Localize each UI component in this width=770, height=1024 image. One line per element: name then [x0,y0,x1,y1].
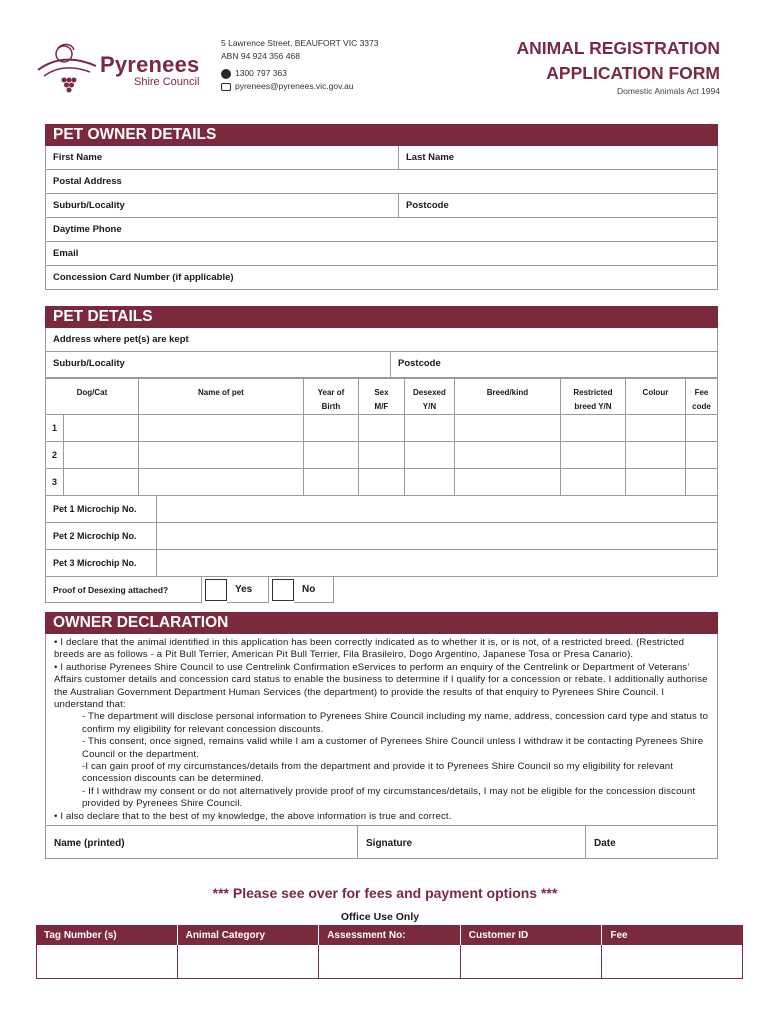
form-title-line2: APPLICATION FORM [546,63,720,83]
col-dogcat: Dog/Cat [46,379,139,415]
postal-address-field[interactable]: Postal Address [53,176,122,187]
col-customer-id: Customer ID [461,925,603,945]
name-cell[interactable] [138,469,303,496]
desexed-cell[interactable] [404,469,454,496]
fee-cell[interactable] [685,469,717,496]
desexing-row [45,577,718,603]
chip1-label: Pet 1 Microchip No. [46,496,157,522]
desexing-yes-label: Yes [227,577,269,603]
form-title [516,36,720,86]
last-name-field[interactable]: Last Name [406,152,455,163]
name-cell[interactable] [138,442,303,469]
act-reference: Domestic Animals Act 1994 [617,86,720,96]
declaration-true: • I also declare that to the best of my knowledge, the above information is true and correct. [54,810,452,822]
year-cell[interactable] [303,442,358,469]
dogcat-cell[interactable] [64,442,139,469]
concession-row [45,266,718,290]
col-animal-category: Animal Category [178,925,320,945]
signature-row [45,825,718,859]
office-use-body [36,945,743,979]
chip3-row [45,550,718,577]
owner-section [45,124,718,290]
breed-cell[interactable] [454,415,560,442]
dogcat-cell[interactable] [64,469,139,496]
chip3-field[interactable] [157,550,717,576]
pets-section [45,306,718,603]
col-fee: Fee code [685,379,717,415]
signature-field[interactable]: Signature [358,826,586,858]
sex-cell[interactable] [358,442,404,469]
declaration-section [45,612,718,859]
date-field[interactable]: Date [594,838,616,850]
tag-number-cell[interactable] [37,945,178,978]
suburb-field[interactable]: Suburb/Locality [46,194,399,217]
postcode-field[interactable]: Postcode [406,200,449,211]
mail-icon [221,83,231,91]
name-row [45,146,718,170]
colour-cell[interactable] [625,415,685,442]
contact-block [221,37,378,93]
phone-field-row [45,218,718,242]
daytime-phone-field[interactable]: Daytime Phone [53,224,122,235]
declaration-restricted: • I declare that the animal identified in this application has been correctly indicated as to whether it is, or is not, of a restricted breed. (Restricted breeds are as follows - a Pit Bull Terrier, American Pit Bull Terrier, Fila Brasileiro, Dogo Argentino, Japanese Tosa or Presa Canario). [54,637,685,661]
pet-row-3 [46,469,718,496]
office-use-title: Office Use Only [340,911,420,923]
name-printed-field[interactable]: Name (printed) [46,826,358,858]
desexing-yes-checkbox[interactable] [205,579,227,601]
pet-suburb-row [45,352,718,378]
office-use-header [36,925,743,945]
restricted-cell[interactable] [560,415,625,442]
council-emblem-icon [34,40,104,98]
col-breed: Breed/kind [454,379,560,415]
colour-cell[interactable] [625,469,685,496]
desexing-no-label: No [294,577,334,603]
customer-id-cell[interactable] [461,945,602,978]
pets-heading: PET DETAILS [45,306,718,328]
chip3-label: Pet 3 Microchip No. [46,550,157,576]
year-cell[interactable] [303,415,358,442]
office-use-table [36,925,743,979]
council-logo [34,40,204,100]
pet-address-row [45,328,718,352]
row-number: 2 [46,442,64,469]
desexing-no-checkbox[interactable] [272,579,294,601]
suburb-row [45,194,718,218]
pet-address-field[interactable]: Address where pet(s) are kept [53,334,189,345]
breed-cell[interactable] [454,469,560,496]
email-field[interactable]: Email [53,248,79,259]
pet-postcode-field[interactable]: Postcode [398,358,441,369]
council-name: Pyrenees [100,52,200,77]
row-number: 1 [46,415,64,442]
abn-text: ABN 94 924 356 468 [221,51,300,61]
email-field-row [45,242,718,266]
council-subtitle: Shire Council [134,76,200,88]
phone-icon [221,69,231,79]
col-assessment-no: Assessment No: [319,925,461,945]
col-name: Name of pet [138,379,303,415]
desexed-cell[interactable] [404,442,454,469]
name-cell[interactable] [138,415,303,442]
declaration-point-2: - This consent, once signed, remains valid while I am a customer of Pyrenees Shire Council unless I withdraw it be contacting Pyrenees Shire Council or the department. [82,736,704,760]
col-fee: Fee [610,930,628,941]
address-text: 5 Lawrence Street, BEAUFORT VIC 3373 [221,38,379,48]
postal-row [45,170,718,194]
fee-cell[interactable] [685,415,717,442]
chip2-field[interactable] [157,523,717,549]
first-name-field[interactable]: First Name [46,146,399,169]
col-restricted: Restricted breed Y/N [560,379,625,415]
restricted-cell[interactable] [560,442,625,469]
year-cell[interactable] [303,469,358,496]
phone-row [221,67,378,80]
chip2-row [45,523,718,550]
form-title-line1: ANIMAL REGISTRATION [516,38,720,58]
chip1-row [45,496,718,523]
phone-text: 1300 797 363 [235,68,287,78]
email-text: pyrenees@pyrenees.vic.gov.au [235,81,354,91]
animal-category-cell[interactable] [178,945,319,978]
owner-heading: PET OWNER DETAILS [45,124,718,146]
desexing-label: Proof of Desexing attached? [45,577,202,603]
dogcat-cell[interactable] [64,415,139,442]
concession-card-field[interactable]: Concession Card Number (if applicable) [53,272,234,283]
pet-row-1 [46,415,718,442]
declaration-point-1: - The department will disclose personal information to Pyrenees Shire Council including my name, address, concession card type and status to confirm my eligibility for relevant concession discounts. [82,711,709,735]
fee-cell[interactable] [685,442,717,469]
colour-cell[interactable] [625,442,685,469]
chip2-label: Pet 2 Microchip No. [46,523,157,549]
declaration-text [45,634,718,825]
pet-suburb-field[interactable]: Suburb/Locality [46,352,391,377]
chip1-field[interactable] [157,496,717,522]
email-row [221,80,378,93]
col-year: Year of Birth [303,379,358,415]
sex-cell[interactable] [358,415,404,442]
see-over-notice: *** Please see over for fees and payment options *** [212,885,558,901]
col-sex: Sex M/F [358,379,404,415]
desexed-cell[interactable] [404,415,454,442]
pets-table [45,378,718,496]
fee-cell[interactable] [602,945,742,978]
row-number: 3 [46,469,64,496]
col-tag-number: Tag Number (s) [36,925,178,945]
restricted-cell[interactable] [560,469,625,496]
breed-cell[interactable] [454,442,560,469]
col-colour: Colour [625,379,685,415]
col-desexed: Desexed Y/N [404,379,454,415]
assessment-no-cell[interactable] [319,945,460,978]
declaration-centrelink: • I authorise Pyrenees Shire Council to use Centrelink Confirmation eServices to perform an enquiry of the Centrelink or Department of Veterans’ Affairs customer details and concession card status to enable the business to determine if I qualify for a concession or rebate. I additionally authorise the Australian Government Department Human Services (the department) to provide the results of that enquiry to Pyrenees Shire Council. I understand that: [54,661,708,711]
declaration-heading: OWNER DECLARATION [45,612,718,634]
pets-table-header [46,379,718,415]
declaration-point-4: - If I withdraw my consent or do not alternatively provide proof of my circumstances/details, I may not be eligible for the concession discount provided by Pyrenees Shire Council. [82,785,696,810]
pet-row-2 [46,442,718,469]
declaration-point-3: -I can gain proof of my circumstances/details from the department and provide it to Pyrenees Shire Council so my eligibility for relevant concession discounts can be determined. [82,761,674,785]
sex-cell[interactable] [358,469,404,496]
